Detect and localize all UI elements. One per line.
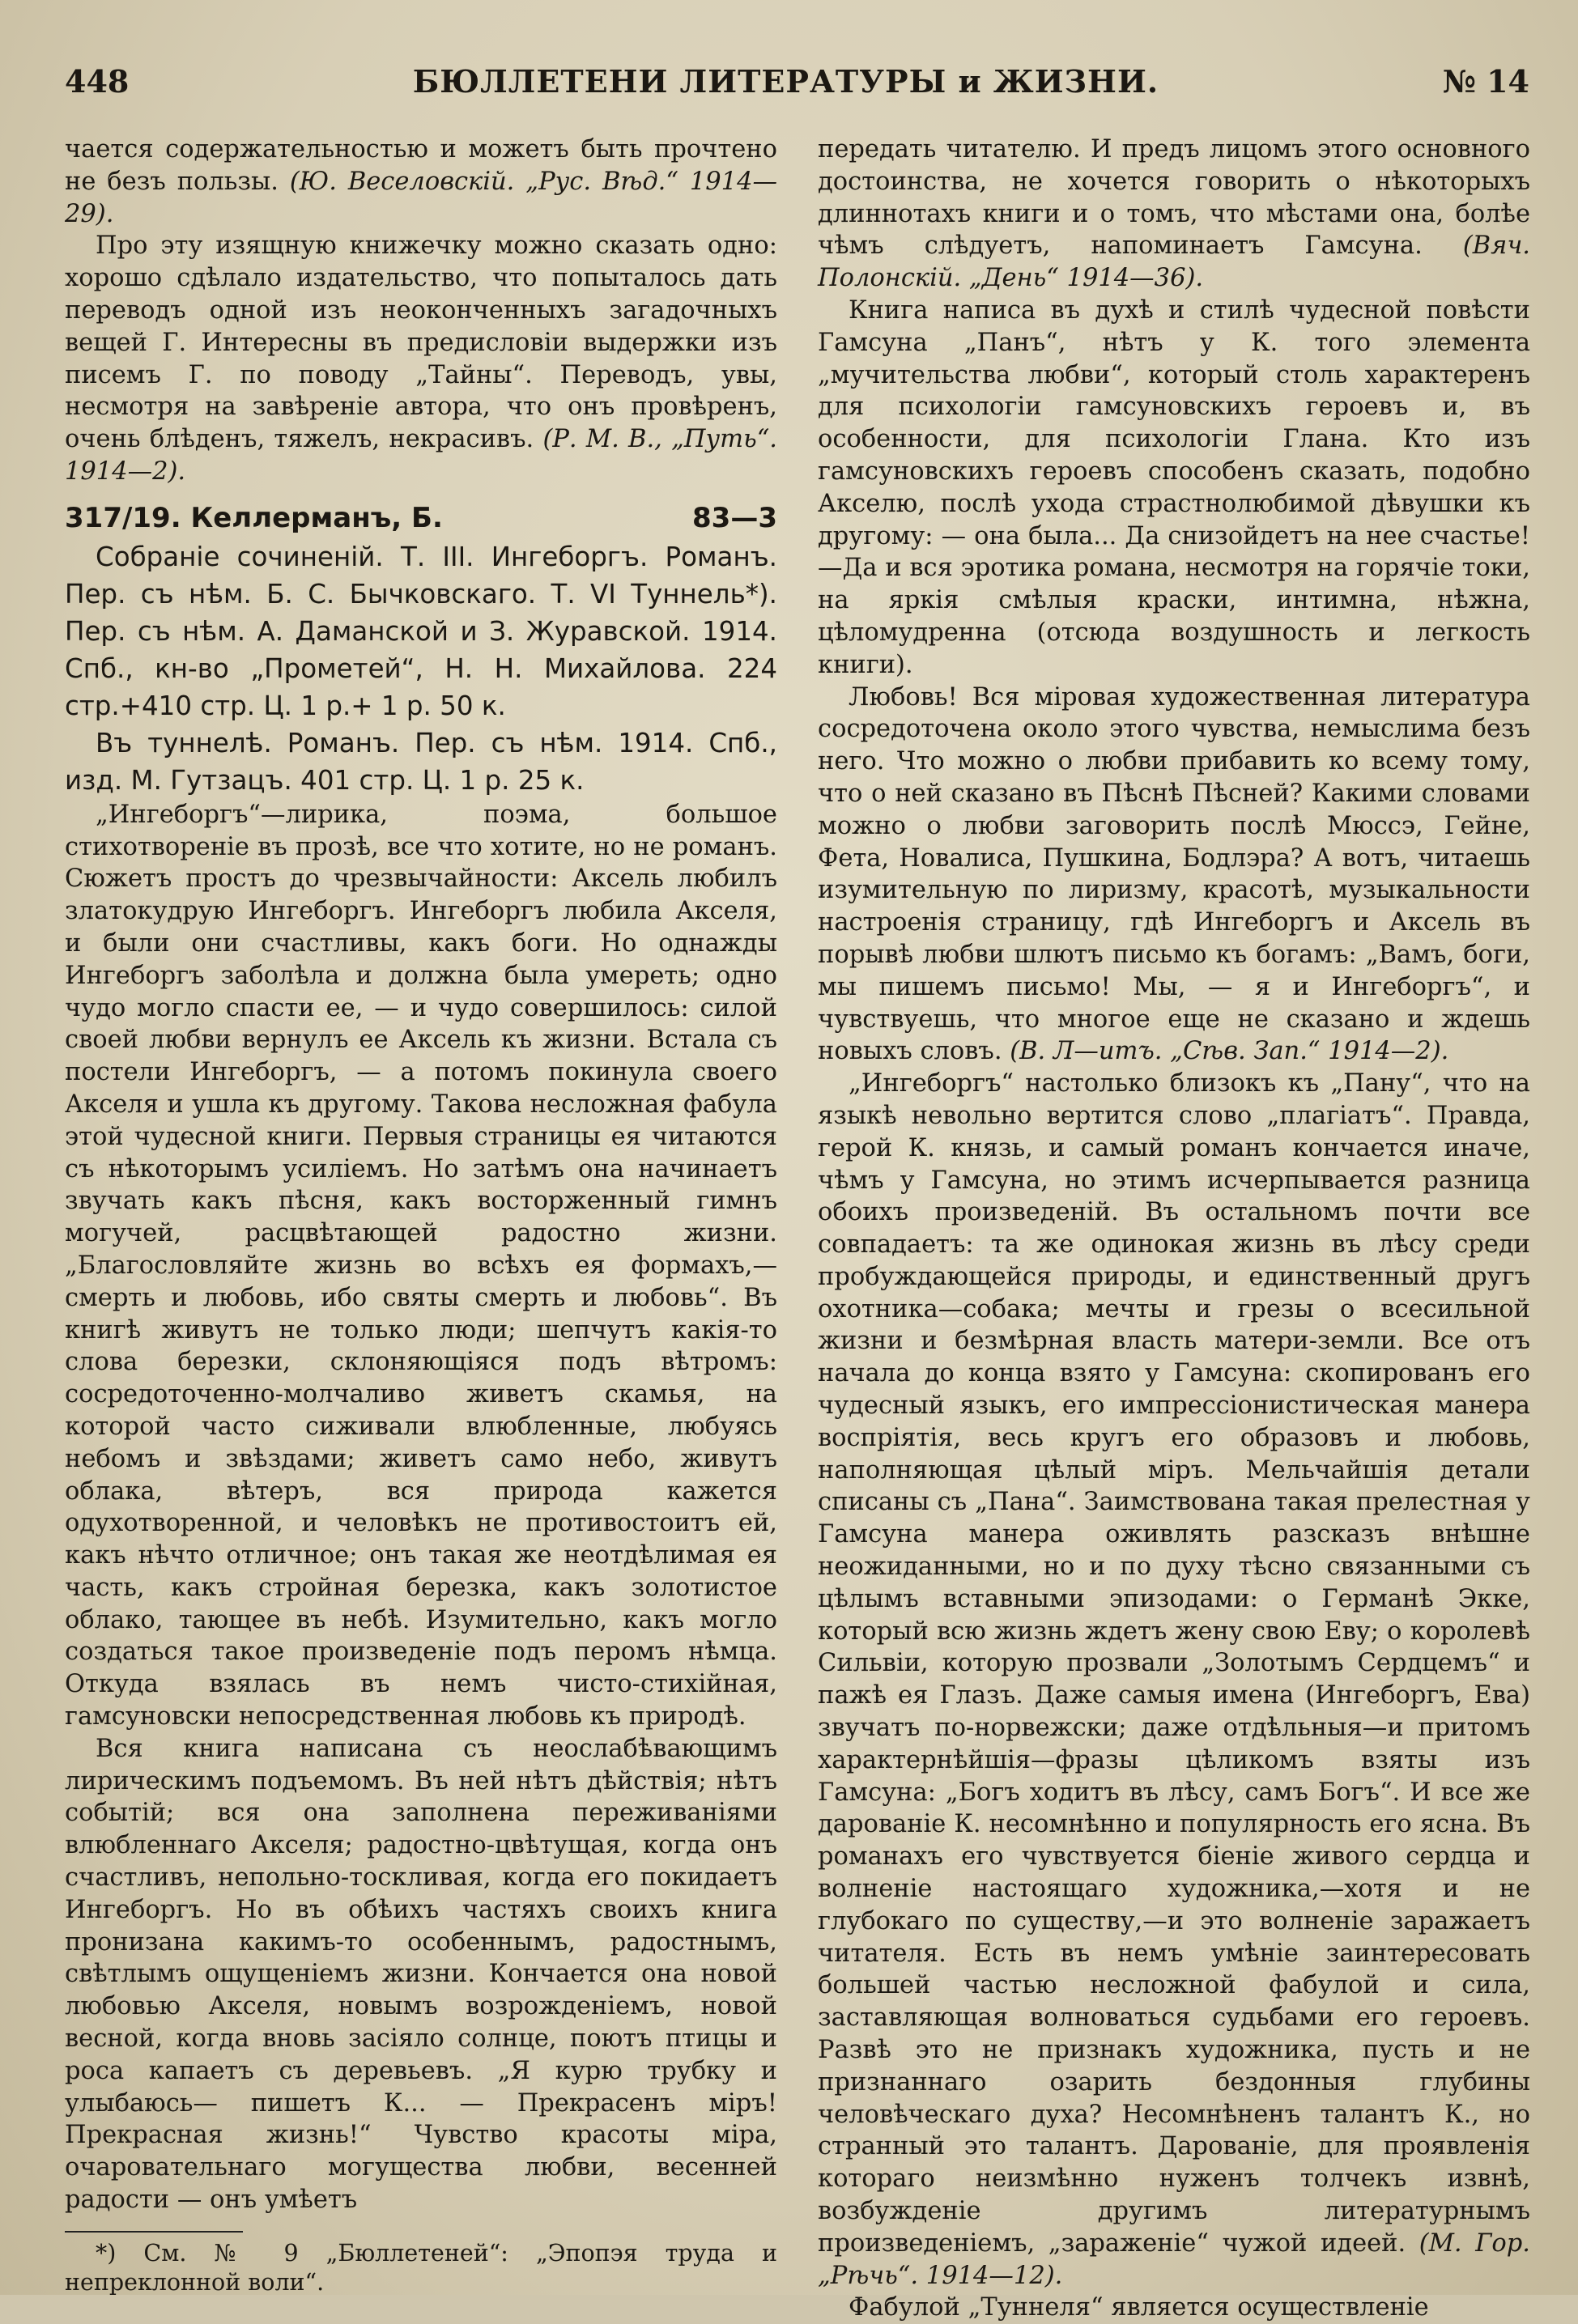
citation: (В. Л—итъ. „Сѣв. Зап.“ 1914—2). [1010, 1037, 1449, 1066]
paragraph: Фабулой „Туннеля“ является осуществленіе [849, 2293, 1429, 2322]
page-number: 448 [65, 62, 130, 100]
paragraph [65, 230, 777, 487]
paragraph: Книга написа въ духѣ и стилѣ чудесной повѣсти Гамсуна „Панъ“, нѣтъ у К. того элемента „мучительства любви“, который столь характеренъ для психологіи гамсуновскихъ героевъ и, въ особенности, для психологіи Глана. Кто изъ гамсуновскихъ героевъ способенъ сказать, подобно Акселю, послѣ ухода страстнолюбимой дѣвушки къ другому: — она была... Да снизойдетъ на нее счастье! —Да и вся эротика романа, несмотря на горячіе токи, на яркія смѣлыя краски, интимна, нѣжна, цѣломудренна (отсюда воздушность и легкость книги). [818, 295, 1530, 679]
paragraph-text: Любовь! Вся міровая художественная литература сосредоточена около этого чувства, немыслима безъ него. Что можно о любви прибавить ко всему тому, что о ней сказано въ Пѣснѣ Пѣсней? Какими словами можно о любви заговорить послѣ Мюссэ, Гейне, Фета, Новалиса, Пушкина, Бодлэра? А вотъ, читаешь изумительную по лиризму, красотѣ, музыкальности настроенія страницу, гдѣ Ингеборгъ и Аксель въ порывѣ любви шлютъ письмо къ богамъ: „Вамъ, боги, мы пишемъ письмо! Мы, — я и Ингеборгъ“, и чувствуешь, что многое еще не сказано и ждешь новыхъ словъ. [818, 682, 1530, 1066]
paragraph-text: передать читателю. И предъ лицомъ этого основного достоинства, не хочется говорить о нѣкоторыхъ длиннотахъ книги и о томъ, что мѣстами она, болѣе чѣмъ слѣдуетъ, напоминаетъ Гамсуна. [818, 135, 1530, 261]
citation: (Р. М. В., „Путь“. 1914—2). [65, 425, 777, 486]
paragraph: „Ингеборгъ“—лирика, поэма, большое стихотвореніе въ прозѣ, все что хотите, но не романъ. Сюжетъ простъ до чрезвычайности: Аксель любилъ златокудрую Ингеборгъ. Ингеборгъ любила Акселя, и были они счастливы, какъ боги. Но однажды Ингеборгъ заболѣла и должна была умереть; одно чудо могло спасти ее, — и чудо совершилось: силой своей любви вернулъ ее Аксель къ жизни. Встала съ постели Ингеборгъ, — а потомъ покинула своего Акселя и ушла къ другому. Такова несложная фабула этой чудесной книги. Первыя страницы ея читаются съ нѣкоторымъ усиліемъ. Но затѣмъ она начинаетъ звучать какъ пѣсня, какъ восторженный гимнъ могучей, расцвѣтающей радостно жизни. „Благословляйте жизнь во всѣхъ ея формахъ,—смерть и любовь, ибо святы смерть и любовь“. Въ книгѣ живутъ не только люди; шепчутъ какія-то слова березки, склоняющіяся подъ вѣтромъ: сосредоточенно-молчаливо живетъ скамья, на которой часто сиживали влюбленные, любуясь небомъ и звѣздами; живетъ само небо, живутъ облака, вѣтеръ, вся природа кажется одухотворенной, и человѣкъ не противостоитъ ей, какъ нѣчто отличное; онъ такая же неотдѣлимая ея часть, какъ стройная березка, какъ золотистое облако, тающее въ небѣ. Изумительно, какъ могло создаться такое произведеніе подъ перомъ нѣмца. Откуда взялась въ немъ чисто-стихійная, гамсуновски непосредственная любовь къ природѣ. [65, 800, 777, 1731]
entry-author: 317/19. Келлерманъ, Б. [65, 501, 443, 534]
paragraph-text: „Ингеборгъ“ настолько близокъ къ „Пану“, что на языкѣ невольно вертится слово „плагіатъ“. Правда, герой К. князь, и самый романъ кончается иначе, чѣмъ у Гамсуна, но этимъ исчерпывается разница обоихъ произведеній. Въ остальномъ почти все совпадаетъ: та же одинокая жизнь въ лѣсу среди пробуждающейся природы, и единственный другъ охотника—собака; мечты и грезы о всесильной жизни и безмѣрная власть матери-земли. Все отъ начала до конца взято у Гамсуна: скопированъ его чудесный языкъ, его импрессіонистическая манера воспріятія, весь кругъ его образовъ и любовь, наполняющая цѣлый міръ. Мельчайшія детали списаны съ „Пана“. Заимствована такая прелестная у Гамсуна манера оживлять разсказъ внѣшне неожиданными, но и по духу тѣсно связанными съ цѣлымъ вставными эпизодами: о Германѣ Экке, который всю жизнь ждетъ жену свою Еву; о королевѣ Сильвіи, которую прозвали „Золотымъ Сердцемъ“ и пажѣ ея Глазъ. Даже самыя имена (Ингеборгъ, Ева) звучатъ по-норвежски; даже отдѣльныя—и притомъ характернѣйшія—фразы цѣликомъ взяты изъ Гамсуна: „Богъ ходитъ въ лѣсу, самъ Богъ“. И все же дарованіе К. несомнѣнно и популярность его ясна. Въ романахъ его чувствуется біеніе живого сердца и волненіе настоящаго художника,—хотя и не глубокаго по существу,—и это волненіе заражаетъ читателя. Есть въ немъ умѣніе заинтересовать большей частью несложной фабулой и сила, заставляющая волноваться судьбами его героевъ. Развѣ это не признакъ художника, пусть и не признаннаго озарить бездонныя глубины человѣческаго духа? Несомнѣненъ талантъ К., но странный это талантъ. Дарованіе, для проявленія котораго неизмѣнно нуженъ толчекъ извнѣ, возбужденіе другимъ литературнымъ произведеніемъ, „зараженіе“ чужой идеей. [818, 1069, 1530, 2258]
bibliographic-entry: Собраніе сочиненій. Т. III. Ингеборгъ. Романъ. Пер. съ нѣм. Б. С. Бычковскаго. Т. VI Туннель*). Пер. съ нѣм. А. Даманской и З. Журавской. 1914. Спб., кн-во „Прометей“, Н. Н. Михайлова. 224 стр.+410 стр. Ц. 1 р.+ 1 р. 50 к. [65, 541, 777, 721]
left-column [65, 134, 777, 2297]
footnote: *) См. № 9 „Бюллетеней“: „Эпопэя труда и непреклонной воли“. [65, 2239, 777, 2296]
running-title: БЮЛЛЕТЕНИ ЛИТЕРАТУРЫ и ЖИЗНИ. [412, 62, 1159, 100]
paragraph [65, 134, 777, 230]
footnote-rule [65, 2231, 243, 2233]
entry-heading [65, 498, 777, 538]
page-header [65, 57, 1529, 105]
paragraph [818, 134, 1530, 295]
entry-code: 83—3 [692, 501, 777, 534]
paragraph-text: Про эту изящную книжечку можно сказать одно: хорошо сдѣлало издательство, что попыталось дать переводъ одной изъ неоконченныхъ загадочныхъ вещей Г. Интересны въ предисловіи выдержки изъ писемъ Г. по поводу „Тайны“. Переводъ, увы, несмотря на завѣреніе автора, что онъ провѣренъ, очень блѣденъ, тяжелъ, некрасивъ. [65, 232, 777, 454]
paragraph-text: чается содержательностью и можетъ быть прочтено не безъ пользы. [65, 135, 777, 196]
paragraph: Вся книга написана съ неослабѣвающимъ лирическимъ подъемомъ. Въ ней нѣтъ дѣйствія; нѣтъ событій; вся она заполнена переживаніями влюбленнаго Акселя; радостно-цвѣтущая, когда онъ счастливъ, непольно-тоскливая, когда его покидаетъ Ингеборгъ. Но въ обѣихъ частяхъ своихъ книга пронизана какимъ-то особеннымъ, радостнымъ, свѣтлымъ ощущеніемъ жизни. Кончается она новой любовью Акселя, новымъ возрожденіемъ, новой весной, когда вновь засіяло солнце, поютъ птицы и роса капаетъ съ деревьевъ. „Я курю трубку и улыбаюсь— пишетъ К... — Прекрасенъ міръ! Прекрасная жизнь!“ Чувство красоты міра, очаровательнаго могущества любви, весенней радости — онъ умѣетъ [65, 1734, 777, 2215]
paragraph [818, 1068, 1530, 2292]
citation: (Вяч. Полонскій. „День“ 1914—36). [818, 232, 1530, 293]
issue-number: № 14 [1442, 62, 1529, 100]
paragraph [818, 682, 1530, 1069]
bibliographic-entry: Въ туннелѣ. Романъ. Пер. съ нѣм. 1914. Спб., изд. М. Гутзацъ. 401 стр. Ц. 1 р. 25 к. [65, 727, 777, 796]
citation: (М. Гор. „Рѣчь“. 1914—12). [818, 2228, 1530, 2290]
citation: (Ю. Веселовскій. „Рус. Вѣд.“ 1914—29). [65, 167, 777, 228]
right-column [818, 134, 1530, 2324]
